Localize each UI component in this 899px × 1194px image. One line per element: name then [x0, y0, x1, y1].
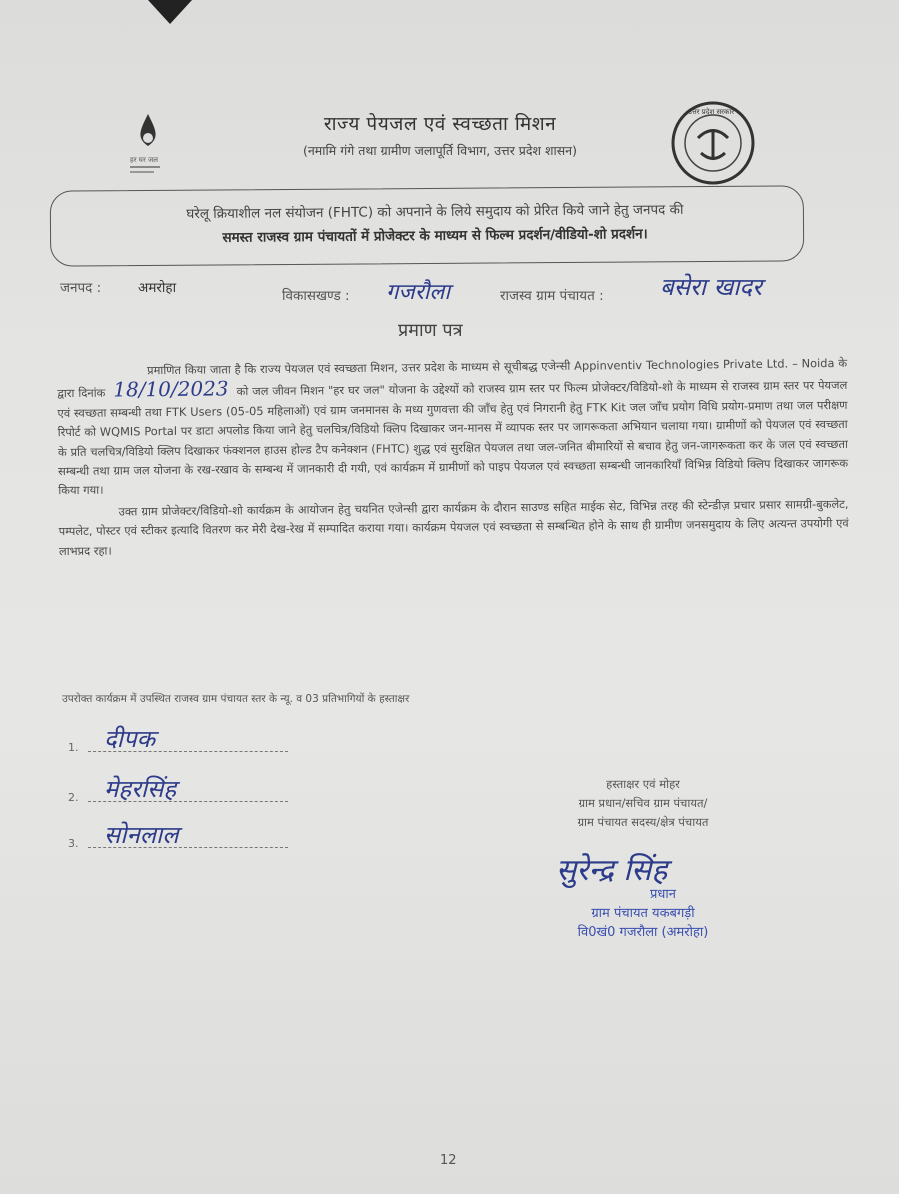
signature-line [88, 801, 288, 802]
participant-row [68, 818, 288, 854]
banner-line-1: घरेलू क्रियाशील नल संयोजन (FHTC) को अपनाने के लिये समुदाय को प्रेरित किये जाने हेतु जनपद की [186, 201, 684, 223]
district-label: जनपद : [60, 280, 102, 296]
participant-signature: मेहरसिंह [104, 775, 177, 803]
body-paragraph-1 [57, 354, 848, 501]
pradhan-signature: सुरेन्द्र सिंह [556, 853, 668, 888]
signature-line [88, 847, 288, 848]
body-para1-start: प्रमाणित किया जाता है कि राज्य पेयजल एवं स्वच्छता मिशन, उत्तर प्रदेश के माध्यम से सूचीबद्ध एजेन्सी Appinventiv Technologies Private Ltd. – Noida के द्वारा दिनांक [57, 355, 848, 401]
participant-number: 1. [68, 741, 79, 754]
header-subtitle: (नमामि गंगे तथा ग्रामीण जलापूर्ति विभाग, उत्तर प्रदेश शासन) [302, 143, 577, 158]
logo-left-text: हर घर जल [130, 156, 158, 164]
pradhan-stamp [548, 885, 738, 942]
sign-line-1: हस्ताक्षर एवं मोहर [606, 777, 680, 791]
up-govt-seal [668, 98, 758, 188]
participant-row [68, 772, 288, 808]
certificate-body [57, 354, 849, 561]
participant-signature: सोनलाल [104, 821, 179, 849]
sign-line-2: ग्राम प्रधान/सचिव ग्राम पंचायत/ [578, 796, 708, 810]
logo-right-text: उत्तर प्रदेश सरकार [688, 108, 735, 116]
body-para1-end: को जल जीवन मिशन "हर घर जल" योजना के उद्देश्यों को राजस्व ग्राम स्तर पर फिल्म प्रोजेक्टर/विडियो-शो के माध्यम से राजस्व ग्राम स्तर पर पेयजल एवं स्वच्छता सम्बन्धी तथा FTK Users (05-05 महिलाओं) एवं ग्राम जनमानस के मध्य गुणवत्ता की जाँच हेतु एवं निगरानी हेतु FTK Kit जल जाँच प्रयोग विधि प्रयोग-प्रमाण तथा जल परीक्षण रिपोर्ट को WQMIS Portal पर डाटा अपलोड किया जाने हेतु चलचित्र/विडियो क्लिप दिखाकर जन-मानस में व्यापक स्तर पर जागरूकता अभियान चलाया गया। ग्रामीणों को पेयजल एवं स्वच्छता के प्रति चलचित्र/विडियो क्लिप दिखाकर फंक्शनल हाउस होल्ड टैप कनेक्शन (FHTC) शुद्ध एवं सुरक्षित पेयजल तथा जल-जनित बीमारियों से बचाव हेतु जन-जागरूकता कर के जल एवं स्वच्छता सम्बन्धी तथा ग्राम जल योजना के रख-रखाव के सम्बन्ध में जानकारी दी गयी, एवं कार्यक्रम में ग्रामीणों को पाइप पेयजल एवं स्वच्छता सम्बन्धी जानकारियाँ विभिन्न विडियो क्लिप दिखाकर जागरूक किया गया। [57, 378, 849, 498]
corner-mark [148, 0, 192, 24]
participant-number: 2. [68, 791, 79, 804]
header-title: राज्य पेयजल एवं स्वच्छता मिशन [323, 113, 557, 135]
sign-line-3: ग्राम पंचायत सदस्य/क्षेत्र पंचायत [577, 815, 709, 829]
stamp-block: वि0खं0 गजरौला (अमरोहा) [577, 925, 709, 940]
district-value: अमरोहा [138, 280, 177, 296]
banner-line-2: समस्त राजस्व ग्राम पंचायतों में प्रोजेक्टर के माध्यम से फिल्म प्रदर्शन/वीडियो-शो प्रदर्शन। [222, 226, 648, 246]
stamp-village: ग्राम पंचायत यकबगड़ी [591, 906, 695, 921]
jal-jeevan-logo [128, 110, 188, 180]
body-paragraph-2: उक्त ग्राम प्रोजेक्टर/विडियो-शो कार्यक्रम के आयोजन हेतु चयनित एजेन्सी द्वारा कार्यक्रम के दौरान साउण्ड सहित माईक सेट, विभिन्न तरह की स्टेन्डीज़ प्रचार प्रसार सामग्री-बुकलेट, पम्पलेट, पोस्टर एवं स्टीकर इत्यादि वितरण कर मेरी देख-रेख में सम्पादित कराया गया। कार्यक्रम पेयजल एवं स्वच्छता से सम्बन्धित होने के साथ ही ग्रामीण जनसमुदाय के लिए अत्यन्त उपयोगी एवं लाभप्रद रहा। [58, 496, 849, 558]
village-value: बसेरा खादर [660, 273, 762, 301]
village-label: राजस्व ग्राम पंचायत : [500, 288, 604, 304]
signature-block [528, 775, 758, 832]
page-number: 12 [440, 1153, 457, 1168]
block-value: गजरौला [386, 280, 451, 305]
participants-note: उपरोक्त कार्यक्रम में उपस्थित राजस्व ग्राम पंचायत स्तर के न्यू. व 03 प्रतिभागियों के हस्ताक्षर [62, 693, 410, 705]
certificate-title: प्रमाण पत्र [398, 320, 463, 341]
block-label: विकासखण्ड : [282, 288, 350, 304]
banner-text [70, 197, 800, 251]
signature-line [88, 751, 288, 752]
program-date: 18/10/2023 [113, 376, 229, 402]
stamp-role: प्रधान [650, 887, 676, 902]
participant-row [68, 722, 288, 758]
participant-signature: दीपक [104, 725, 156, 753]
participant-number: 3. [68, 837, 79, 850]
